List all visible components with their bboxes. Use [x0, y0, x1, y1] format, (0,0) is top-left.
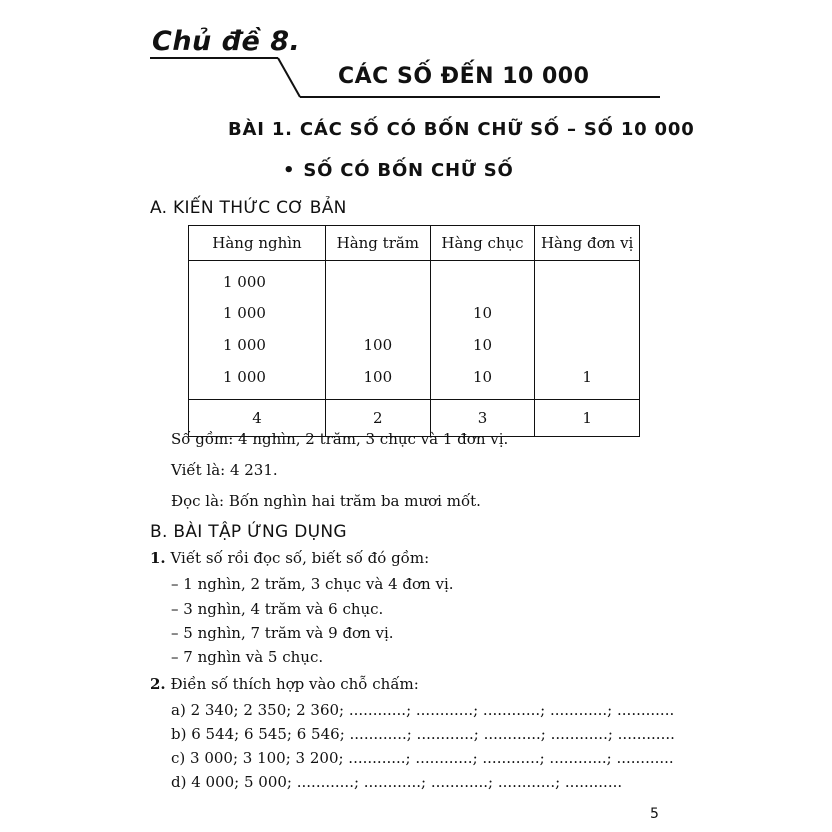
table-header-cell: Hàng chục: [430, 226, 535, 261]
exercise-1-item: – 5 nghìn, 7 trăm và 9 đơn vị.: [171, 624, 394, 642]
table-cell: 100: [326, 329, 431, 361]
topic-label: SỐ CÓ BỐN CHỮ SỐ: [303, 160, 514, 181]
table-cell: 1: [535, 361, 640, 400]
written-text: Viết là: 4 231.: [171, 461, 278, 479]
exercise-1-item: – 1 nghìn, 2 trăm, 3 chục và 4 đơn vị.: [171, 575, 454, 593]
exercise-2-item: a) 2 340; 2 350; 2 360; ............; ............; ............; ............; ............: [171, 701, 675, 719]
place-value-table: [188, 225, 640, 437]
table-total-cell: 3: [430, 400, 535, 437]
page-number: 5: [650, 806, 659, 822]
table-header-cell: Hàng trăm: [326, 226, 431, 261]
exercise-number: 2.: [150, 675, 166, 693]
table-cell: [535, 297, 640, 329]
exercise-1-item: – 3 nghìn, 4 trăm và 6 chục.: [171, 600, 384, 618]
table-row: [189, 361, 640, 400]
composition-text: Số gồm: 4 nghìn, 2 trăm, 3 chục và 1 đơn vị.: [171, 430, 509, 448]
topic-heading: [283, 160, 514, 181]
table-header-row: [189, 226, 640, 261]
read-text: Đọc là: Bốn nghìn hai trăm ba mươi mốt.: [171, 492, 481, 510]
exercise-2-item: c) 3 000; 3 100; 3 200; ............; ............; ............; ............; ............: [171, 749, 674, 767]
table-cell: [326, 297, 431, 329]
table-cell: 1 000: [189, 261, 326, 298]
table-cell: [535, 261, 640, 298]
table-total-cell: 4: [189, 400, 326, 437]
section-a-heading: A. KIẾN THỨC CƠ BẢN: [150, 198, 347, 218]
table-cell: 1 000: [189, 297, 326, 329]
table-total-cell: 2: [326, 400, 431, 437]
table-cell: 10: [430, 297, 535, 329]
exercise-number: 1.: [150, 549, 166, 567]
table-total-cell: 1: [535, 400, 640, 437]
exercise-2-prompt: [150, 675, 419, 693]
table-row: [189, 261, 640, 298]
chapter-title: CÁC SỐ ĐẾN 10 000: [338, 64, 590, 89]
table-header-cell: Hàng đơn vị: [535, 226, 640, 261]
table-cell: [326, 261, 431, 298]
table-cell: 10: [430, 361, 535, 400]
exercise-2-item: d) 4 000; 5 000; ............; ............; ............; ............; ............: [171, 773, 623, 791]
table-cell: 1 000: [189, 361, 326, 400]
exercise-1-prompt: [150, 549, 429, 567]
table-cell: [535, 329, 640, 361]
chapter-label: Chủ đề 8.: [152, 26, 301, 57]
table-cell: 1 000: [189, 329, 326, 361]
bullet-icon: •: [283, 160, 296, 181]
exercise-prompt: Viết số rồi đọc số, biết số đó gồm:: [170, 549, 430, 567]
table-cell: 100: [326, 361, 431, 400]
table-cell: 10: [430, 329, 535, 361]
table-cell: [430, 261, 535, 298]
table-header-cell: Hàng nghìn: [189, 226, 326, 261]
table-row: [189, 297, 640, 329]
exercise-2-item: b) 6 544; 6 545; 6 546; ............; ............; ............; ............; ............: [171, 725, 675, 743]
section-b-heading: B. BÀI TẬP ỨNG DỤNG: [150, 522, 347, 542]
lesson-title: BÀI 1. CÁC SỐ CÓ BỐN CHỮ SỐ – SỐ 10 000: [228, 119, 695, 140]
exercise-prompt: Điền số thích hợp vào chỗ chấm:: [170, 675, 419, 693]
exercise-1-item: – 7 nghìn và 5 chục.: [171, 648, 324, 666]
table-row: [189, 329, 640, 361]
chapter-header-lines: [0, 0, 832, 120]
